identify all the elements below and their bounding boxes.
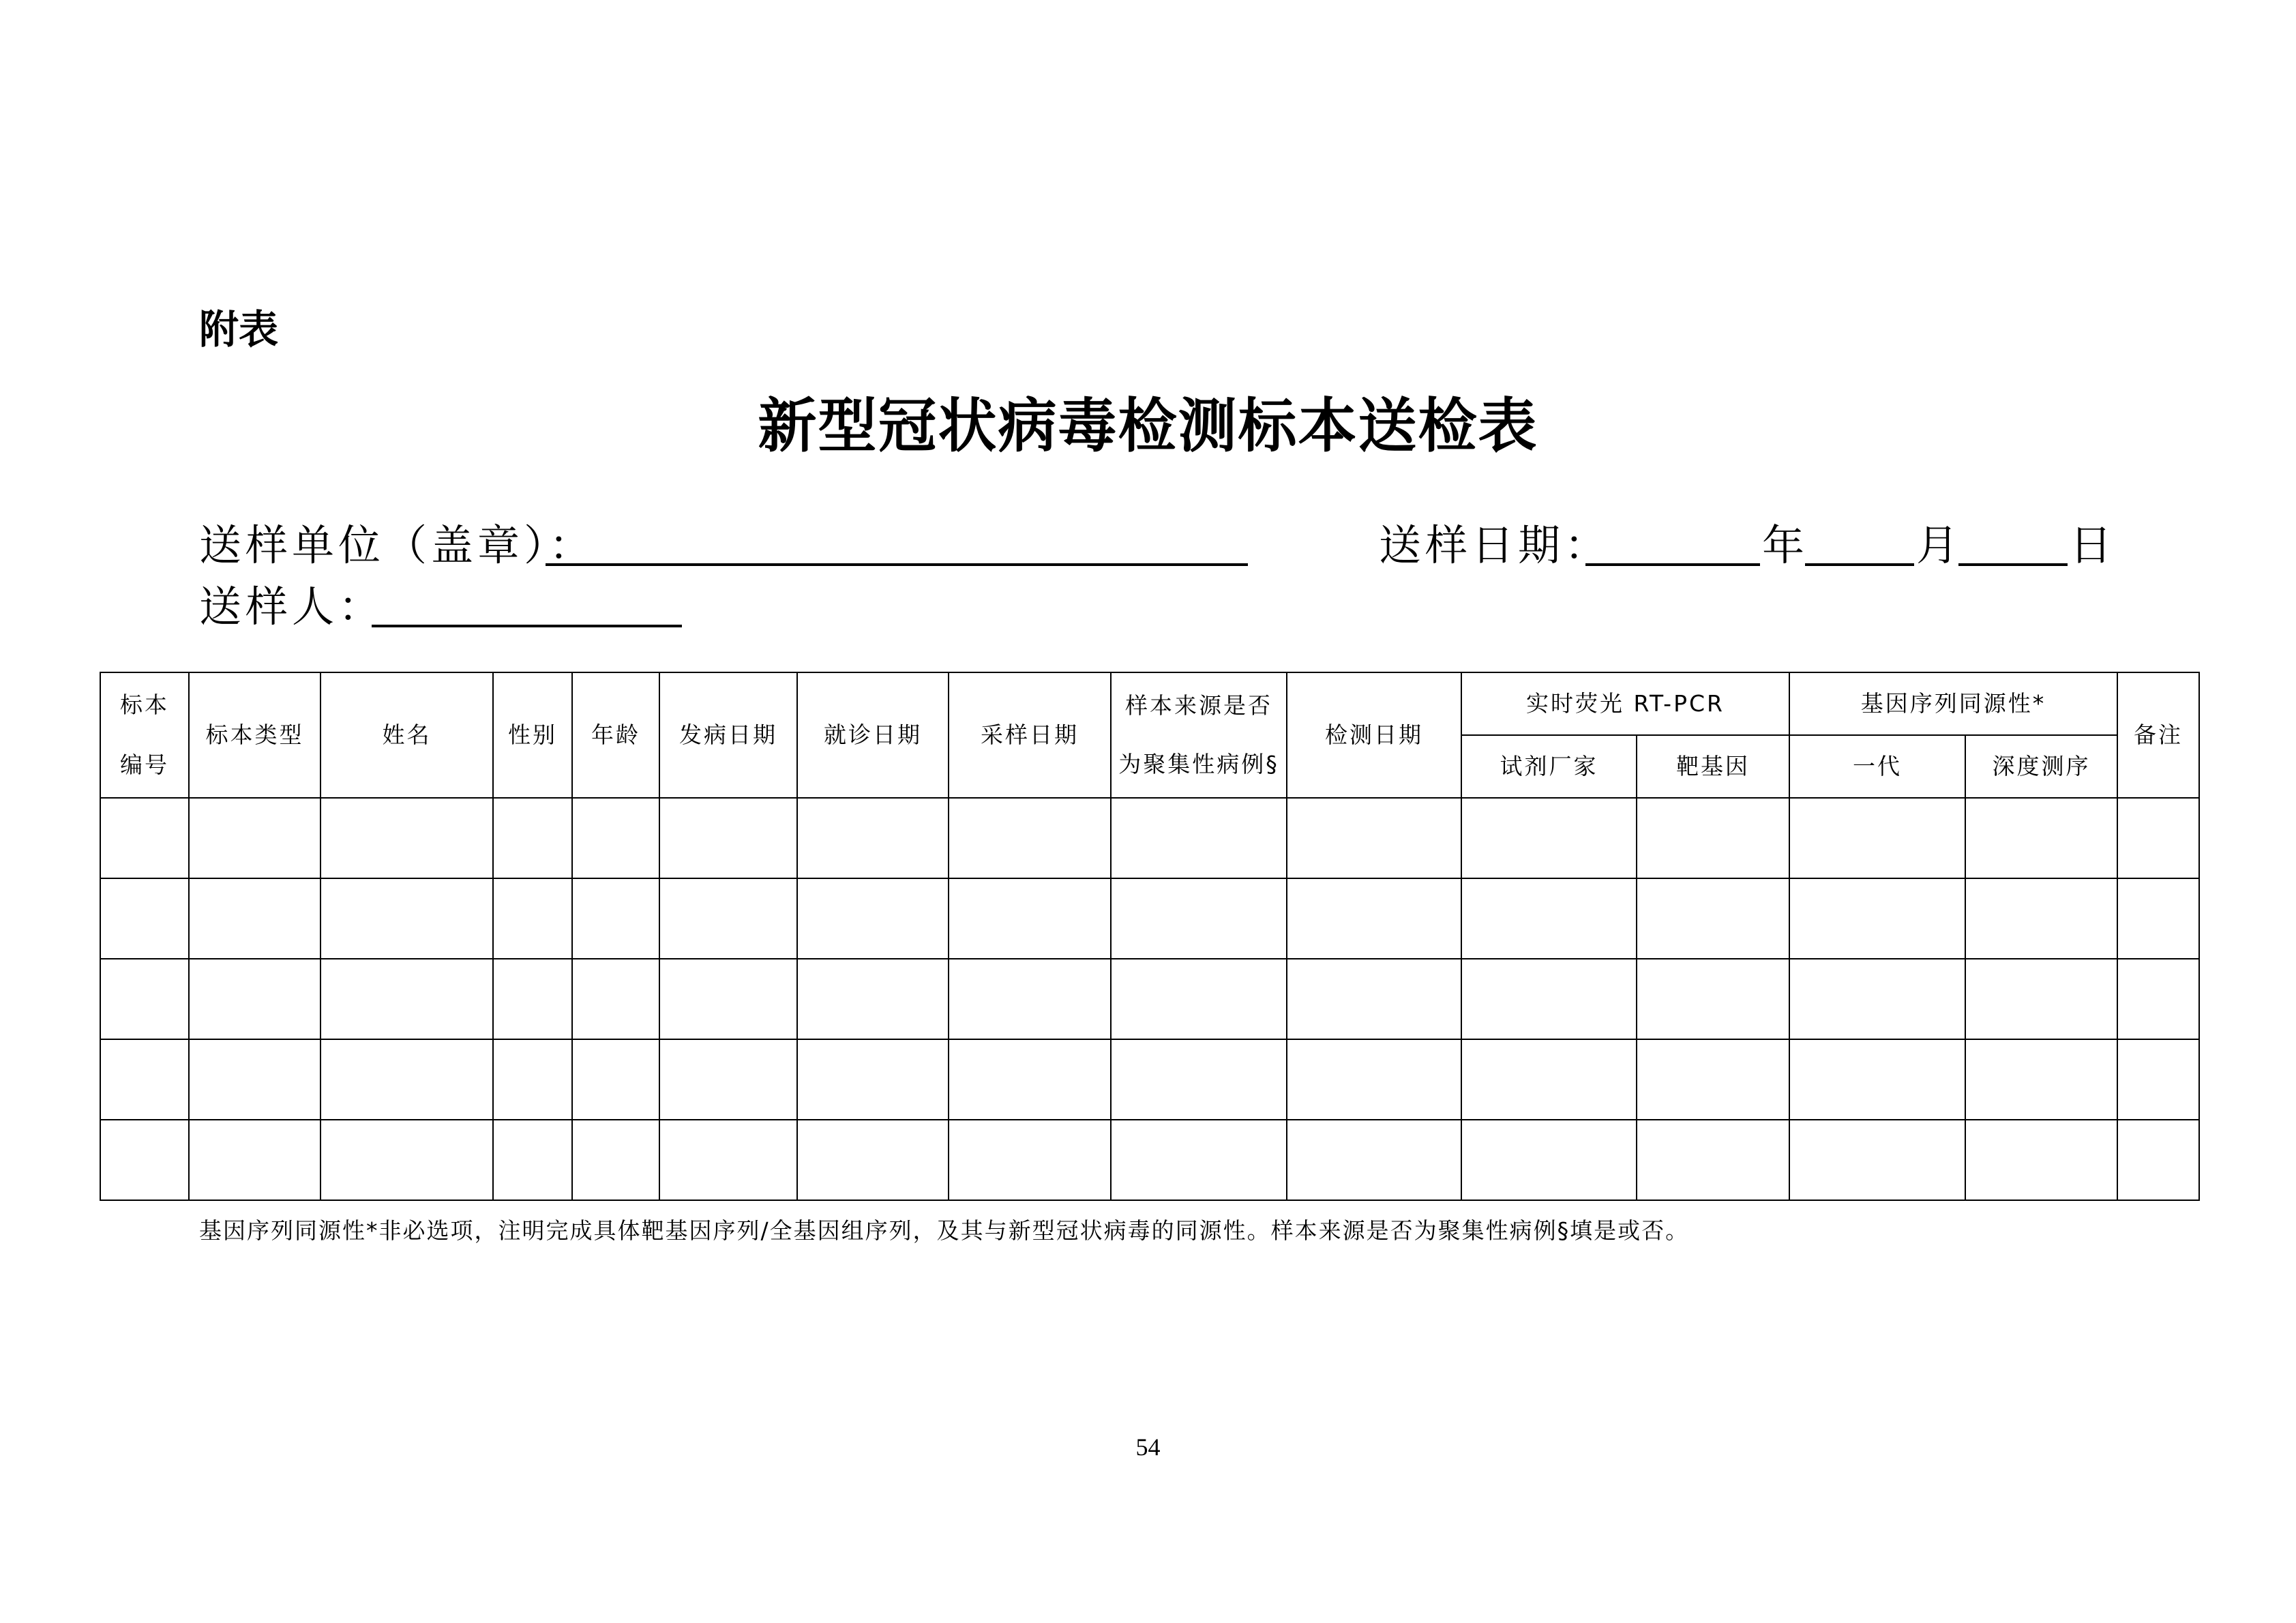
table-cell[interactable] [949,798,1111,878]
table-cell[interactable] [189,798,320,878]
col-sample-id-line1: 标本 [120,691,169,718]
table-row [100,1039,2199,1120]
table-cell[interactable] [1461,1039,1637,1120]
col-remark: 备注 [2117,672,2199,798]
table-cell[interactable] [189,1120,320,1200]
table-cell[interactable] [100,878,189,959]
table-cell[interactable] [1461,798,1637,878]
table-cell[interactable] [1461,878,1637,959]
table-cell[interactable] [320,798,493,878]
table-cell[interactable] [949,1039,1111,1120]
col-deep-seq: 深度测序 [1965,735,2117,798]
col-name: 姓名 [320,672,493,798]
table-cell[interactable] [2117,959,2199,1039]
table-cell[interactable] [1789,1039,1965,1120]
table-cell[interactable] [1965,798,2117,878]
table-cell[interactable] [659,1039,797,1120]
table-cell[interactable] [797,798,949,878]
table-cell[interactable] [100,1120,189,1200]
col-sample-id-line2: 编号 [120,751,169,778]
table-cell[interactable] [949,878,1111,959]
table-cell[interactable] [1789,798,1965,878]
col-first-gen: 一代 [1789,735,1965,798]
table-cell[interactable] [1637,798,1789,878]
table-cell[interactable] [949,1120,1111,1200]
table-cell[interactable] [1111,959,1287,1039]
table-cell[interactable] [1287,1039,1461,1120]
col-sample-id [100,672,189,798]
table-cell[interactable] [659,1120,797,1200]
table-cell[interactable] [572,798,659,878]
col-reagent-maker: 试剂厂家 [1461,735,1637,798]
table-cell[interactable] [189,959,320,1039]
table-cell[interactable] [659,959,797,1039]
table-body [100,798,2199,1200]
table-cell[interactable] [320,1039,493,1120]
table-cell[interactable] [2117,878,2199,959]
table-cell[interactable] [659,878,797,959]
table-cell[interactable] [1789,959,1965,1039]
table-cell[interactable] [2117,798,2199,878]
table-cell[interactable] [1461,959,1637,1039]
table-cell[interactable] [100,1039,189,1120]
table-cell[interactable] [572,1039,659,1120]
col-test-date: 检测日期 [1287,672,1461,798]
table-row [100,798,2199,878]
sample-table [100,672,2200,1201]
header-row-1 [100,672,2199,735]
table-cell[interactable] [320,1120,493,1200]
table-cell[interactable] [189,878,320,959]
table-cell[interactable] [1789,1120,1965,1200]
table-cell[interactable] [1461,1120,1637,1200]
day-field[interactable] [1958,518,2068,566]
table-cell[interactable] [493,959,572,1039]
table-cell[interactable] [1965,1039,2117,1120]
table-cell[interactable] [1287,798,1461,878]
year-field[interactable] [1585,518,1760,566]
table-cell[interactable] [797,1039,949,1120]
table-cell[interactable] [1287,1120,1461,1200]
col-rtpcr: 实时荧光 RT-PCR [1461,672,1789,735]
col-cluster-line1: 样本来源是否 [1125,692,1272,719]
table-cell[interactable] [493,1039,572,1120]
table-cell[interactable] [1637,1120,1789,1200]
table-cell[interactable] [1637,1039,1789,1120]
table-cell[interactable] [1965,878,2117,959]
table-cell[interactable] [949,959,1111,1039]
col-onset-date: 发病日期 [659,672,797,798]
sender-field[interactable] [372,580,682,627]
table-cell[interactable] [797,1120,949,1200]
month-label: 月 [1916,520,1963,570]
table-cell[interactable] [1965,1120,2117,1200]
table-row [100,959,2199,1039]
table-cell[interactable] [1965,959,2117,1039]
table-row [100,878,2199,959]
col-visit-date: 就诊日期 [797,672,949,798]
col-sampling-date: 采样日期 [949,672,1111,798]
table-cell[interactable] [797,959,949,1039]
table-cell[interactable] [320,959,493,1039]
month-field[interactable] [1805,518,1914,566]
appendix-label: 附表 [199,306,279,353]
table-cell[interactable] [659,798,797,878]
form-title: 新型冠状病毒检测标本送检表 [758,392,1538,460]
col-cluster [1111,672,1287,798]
table-cell[interactable] [572,1120,659,1200]
table-cell[interactable] [493,798,572,878]
table-cell[interactable] [2117,1039,2199,1120]
table-cell[interactable] [1287,959,1461,1039]
table-cell[interactable] [100,959,189,1039]
unit-label: 送样单位（盖章）： [199,520,596,570]
sender-label: 送样人： [199,582,385,631]
table-cell[interactable] [1111,1039,1287,1120]
col-cluster-line2: 为聚集性病例§ [1118,751,1279,777]
unit-field[interactable] [546,518,1248,566]
col-age: 年龄 [572,672,659,798]
header-line-sender [199,580,1017,634]
date-label: 送样日期： [1379,520,1611,570]
table-cell[interactable] [1637,878,1789,959]
table-cell[interactable] [320,878,493,959]
col-homology: 基因序列同源性* [1789,672,2117,735]
table-cell[interactable] [1789,878,1965,959]
table-cell[interactable] [1637,959,1789,1039]
table-cell[interactable] [1111,1120,1287,1200]
table-cell[interactable] [1111,878,1287,959]
col-sex: 性别 [493,672,572,798]
table-cell[interactable] [1111,798,1287,878]
col-sample-type: 标本类型 [189,672,320,798]
table-cell[interactable] [2117,1120,2199,1200]
table-cell[interactable] [572,959,659,1039]
footnote: 基因序列同源性*非必选项，注明完成具体靶基因序列/全基因组序列，及其与新型冠状病毒的同源性。样本来源是否为聚集性病例§填是或否。 [199,1217,1690,1244]
table-cell[interactable] [572,878,659,959]
table-cell[interactable] [493,878,572,959]
table-cell[interactable] [100,798,189,878]
day-label: 日 [2070,520,2117,570]
header-line-unit-date [199,518,2117,573]
page-number: 54 [1135,1433,1161,1461]
year-label: 年 [1762,520,1809,570]
table-cell[interactable] [493,1120,572,1200]
col-target-gene: 靶基因 [1637,735,1789,798]
table-row [100,1120,2199,1200]
table-cell[interactable] [189,1039,320,1120]
table-cell[interactable] [797,878,949,959]
table-cell[interactable] [1287,878,1461,959]
